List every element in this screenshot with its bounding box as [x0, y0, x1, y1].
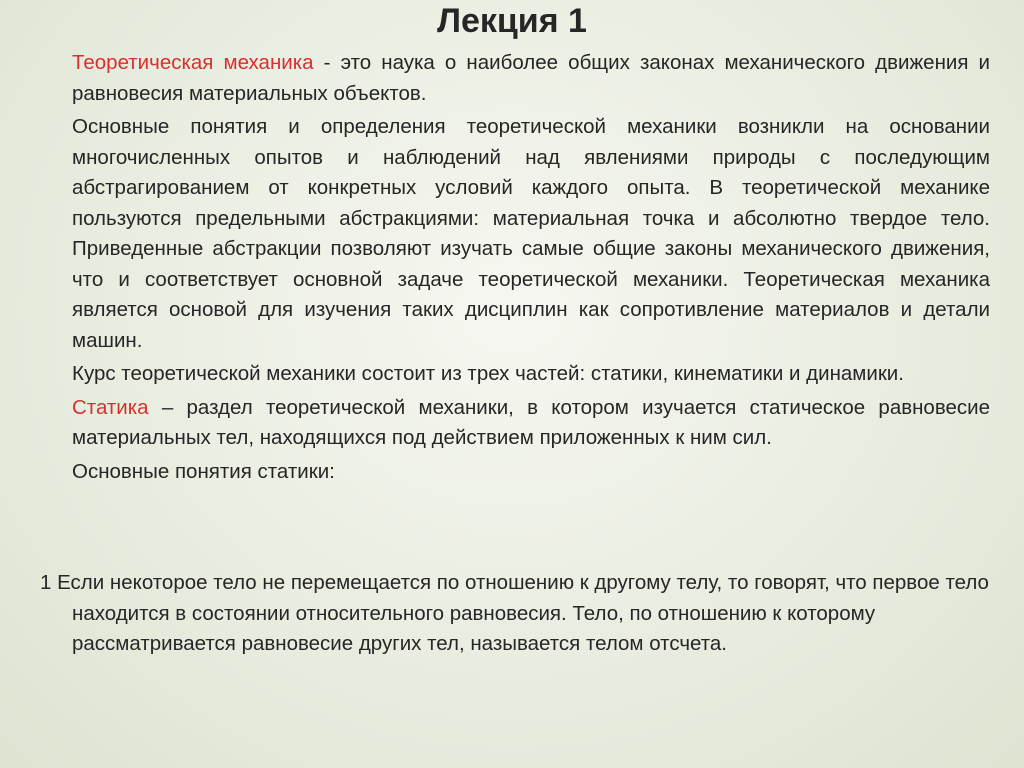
numbered-item-1 [40, 568, 990, 660]
list-item-number: 1 [40, 571, 52, 594]
slide-title: Лекция 1 [437, 2, 587, 40]
paragraph-statics [72, 393, 990, 454]
slide-body [72, 48, 990, 490]
statics-definition-text: – раздел теоретической механики, в котором изучается статическое равновесие материальных тел, находящихся под действием приложенных к ним сил. [72, 395, 990, 449]
paragraph-definition [72, 48, 990, 109]
list-item [40, 568, 990, 660]
term-theoretical-mechanics: Теоретическая механика [72, 51, 314, 74]
list-item-text: Если некоторое тело не перемещается по отношению к другому телу, то говорят, что первое тело находится в состоянии относительного равновесия. Тело, по отношению к которому рассматривается равновесие других тел, называется телом отсчета. [51, 571, 989, 655]
paragraph-basic-concepts: Основные понятия и определения теоретической механики возникли на основании многочисленных опытов и наблюдений над явлениями природы с последующим абстрагированием от конкретных условий каждого опыта. В теоретической механике пользуются предельными абстракциями: материальная точка и абсолютно твердое тело. Приведенные абстракции позволяют изучать самые общие законы механического движения, что и соответствует основной задаче теоретической механики. Теоретическая механика является основой для изучения таких дисциплин как сопротивление материалов и детали машин. [72, 115, 990, 352]
paragraph-statics-concepts-heading: Основные понятия статики: [72, 459, 335, 483]
definition-text: - это наука о наиболее общих законах механического движения и равновесия материальных объектов. [72, 51, 990, 105]
term-statics: Статика [72, 395, 149, 419]
paragraph-course-parts: Курс теоретической механики состоит из трех частей: статики, кинематики и динамики. [72, 362, 904, 385]
